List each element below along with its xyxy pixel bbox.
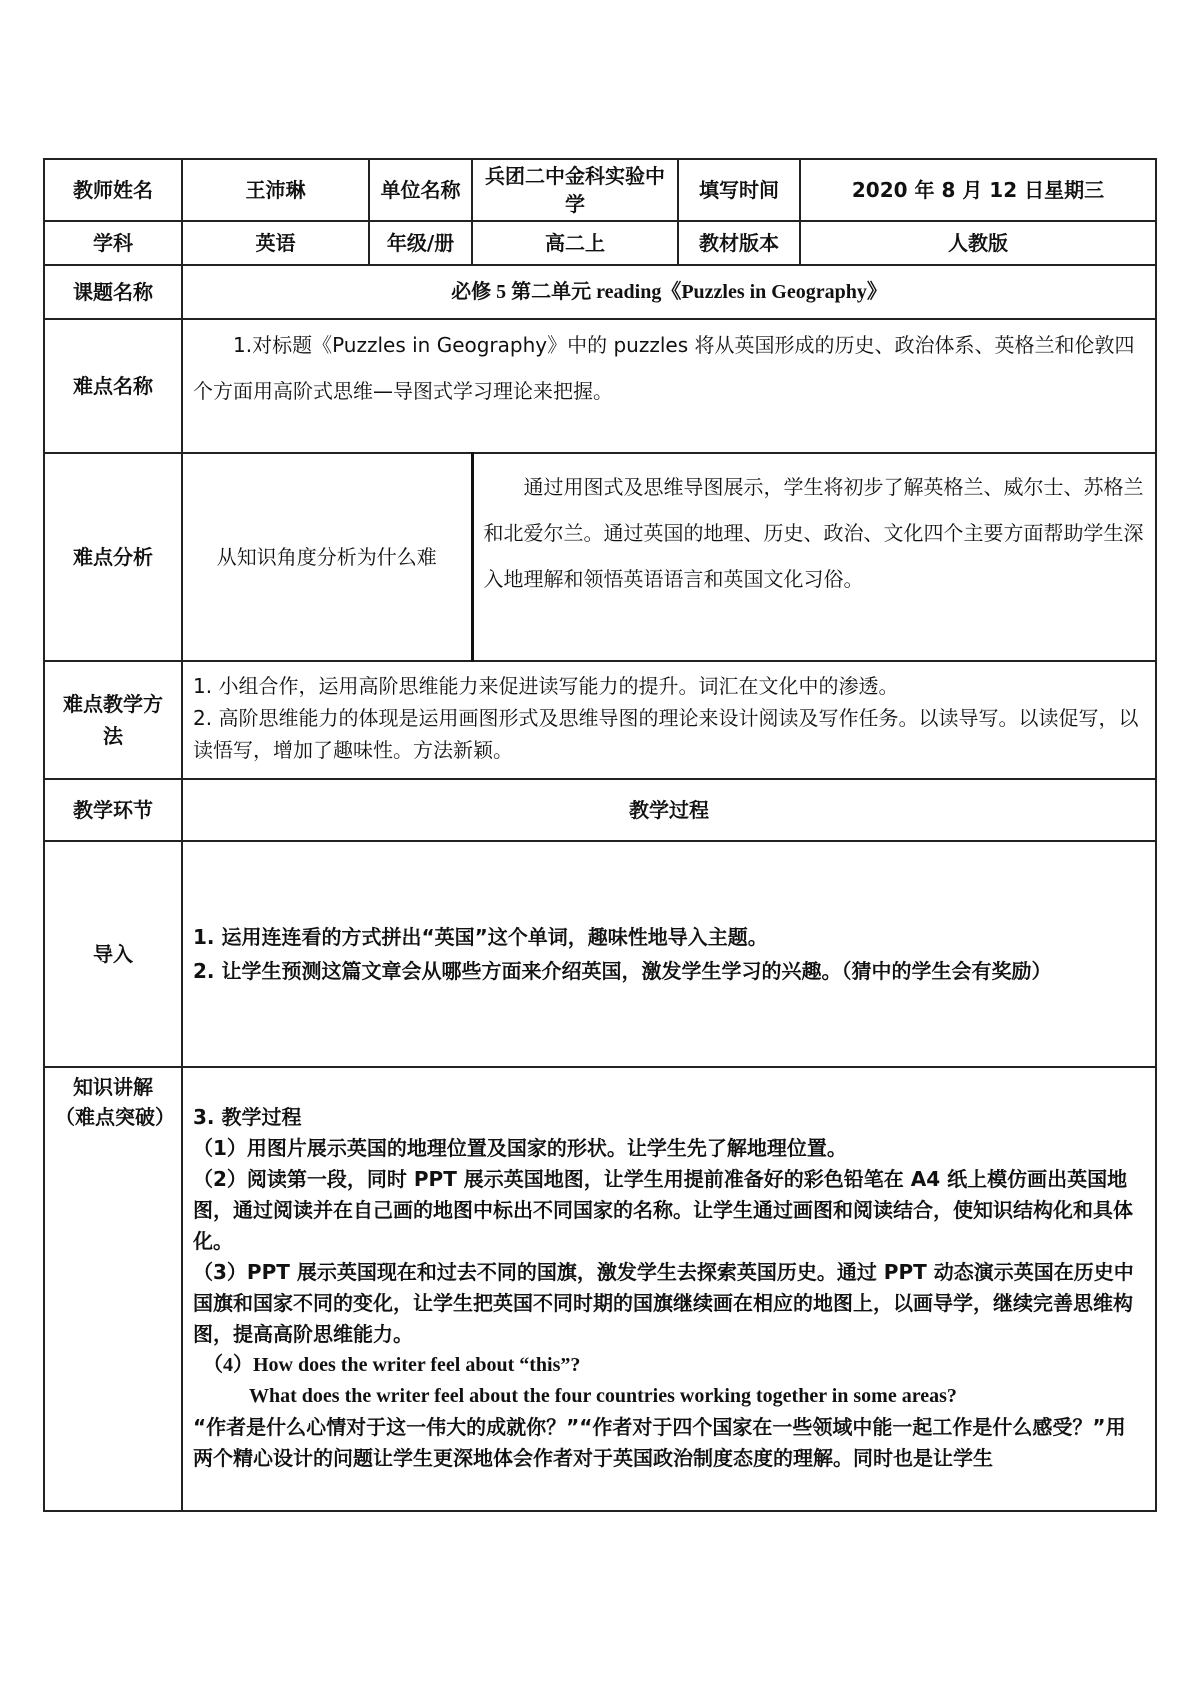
knowledge-step-1: （1）用图片展示英国的地理位置及国家的形状。让学生先了解地理位置。 <box>193 1136 847 1160</box>
analysis-text: 通过用图式及思维导图展示，学生将初步了解英格兰、威尔士、苏格兰和北爱尔兰。通过英国的地理、历史、政治、文化四个主要方面帮助学生深入地理解和领悟英语语言和英国文化习俗。 <box>483 475 1144 591</box>
edition-label: 教材版本 <box>678 221 800 265</box>
knowledge-step-2: （2）阅读第一段，同时 PPT 展示英国地图，让学生用提前准备好的彩色铅笔在 A4 纸上模仿画出英国地图，通过阅读并在自己画的地图中标出不同国家的名称。让学生通过画图和阅读结合，使知识结构化和具体化。 <box>193 1167 1133 1253</box>
difficulty-label: 难点名称 <box>44 319 182 453</box>
analysis-cell <box>472 453 1156 661</box>
knowledge-step-4-q2: What does the writer feel about the four countries working together in some areas? <box>249 1385 957 1407</box>
date-label: 填写时间 <box>678 159 800 221</box>
unit-value: 兵团二中金科实验中学 <box>472 159 678 221</box>
process-label: 教学环节 <box>44 779 182 841</box>
unit-label: 单位名称 <box>369 159 472 221</box>
difficulty-cell <box>182 319 1156 453</box>
lead-in-row <box>44 841 1156 1067</box>
teacher-label: 教师姓名 <box>44 159 182 221</box>
method-item-2: 2. 高阶思维能力的体现是运用画图形式及思维导图的理论来设计阅读及写作任务。以读导写。以读促写，以读悟写，增加了趣味性。方法新颖。 <box>193 706 1139 762</box>
knowledge-label-line1: 知识讲解 <box>73 1075 153 1099</box>
lead-in-label: 导入 <box>44 841 182 1067</box>
difficulty-row <box>44 319 1156 453</box>
topic-row <box>44 265 1156 319</box>
topic-value: 必修 5 第二单元 reading《Puzzles in Geography》 <box>182 265 1156 319</box>
topic-label: 课题名称 <box>44 265 182 319</box>
date-value: 2020 年 8 月 12 日星期三 <box>800 159 1156 221</box>
analysis-angle: 从知识角度分析为什么难 <box>182 453 472 661</box>
method-label: 难点教学方法 <box>44 661 182 779</box>
knowledge-cell <box>182 1067 1156 1511</box>
difficulty-text: 1.对标题《Puzzles in Geography》中的 puzzles 将从英国形成的历史、政治体系、英格兰和伦敦四个方面用高阶式思维—导图式学习理论来把握。 <box>193 333 1135 403</box>
lesson-plan-table <box>43 158 1157 1512</box>
analysis-row <box>44 453 1156 661</box>
knowledge-label-cell <box>44 1067 182 1511</box>
subject-value: 英语 <box>182 221 369 265</box>
method-cell <box>182 661 1156 779</box>
knowledge-step-3: （3）PPT 展示英国现在和过去不同的国旗，激发学生去探索英国历史。通过 PPT 动态演示英国在历史中国旗和国家不同的变化，让学生把英国不同时期的国旗继续画在相应的地图上，以画导学，继续完善思维构图，提高高阶思维能力。 <box>193 1260 1134 1346</box>
subject-label: 学科 <box>44 221 182 265</box>
teacher-value: 王沛琳 <box>182 159 369 221</box>
info-row-1 <box>44 159 1156 221</box>
info-row-2 <box>44 221 1156 265</box>
analysis-label: 难点分析 <box>44 453 182 661</box>
knowledge-label-line2: （难点突破） <box>55 1105 175 1129</box>
knowledge-row <box>44 1067 1156 1511</box>
lead-in-item-1: 1. 运用连连看的方式拼出“英国”这个单词，趣味性地导入主题。 <box>193 925 768 949</box>
process-value: 教学过程 <box>182 779 1156 841</box>
process-header-row <box>44 779 1156 841</box>
grade-label: 年级/册 <box>369 221 472 265</box>
method-item-1: 1. 小组合作，运用高阶思维能力来促进读写能力的提升。词汇在文化中的渗透。 <box>193 674 899 698</box>
lesson-plan-page <box>43 158 1155 1510</box>
edition-value: 人教版 <box>800 221 1156 265</box>
knowledge-step-4-q1: （4）How does the writer feel about “this”? <box>203 1354 581 1376</box>
grade-value: 高二上 <box>472 221 678 265</box>
method-row <box>44 661 1156 779</box>
lead-in-item-2: 2. 让学生预测这篇文章会从哪些方面来介绍英国，激发学生学习的兴趣。（猜中的学生会有奖励） <box>193 959 1052 983</box>
lead-in-cell <box>182 841 1156 1067</box>
knowledge-heading: 3. 教学过程 <box>193 1105 302 1129</box>
knowledge-step-4-text: “作者是什么心情对于这一伟大的成就你？”“作者对于四个国家在一些领域中能一起工作是什么感受？”用两个精心设计的问题让学生更深地体会作者对于英国政治制度态度的理解。同时也是让学生 <box>193 1415 1126 1470</box>
